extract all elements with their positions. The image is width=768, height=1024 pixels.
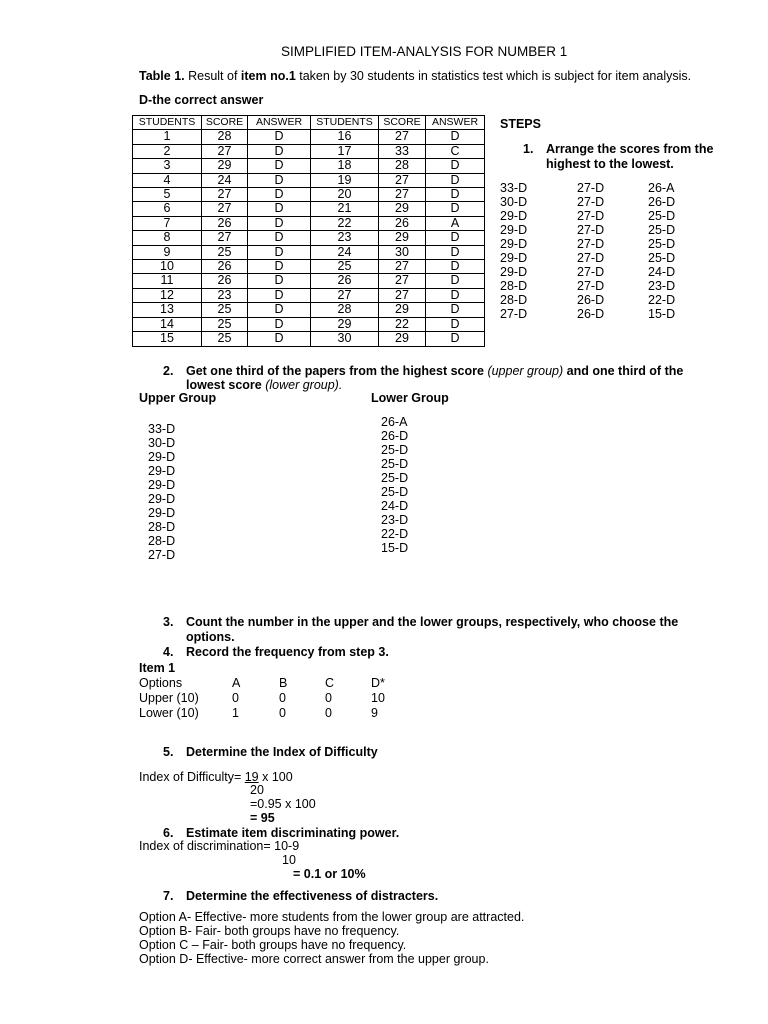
sorted-score: 25-D <box>648 251 676 265</box>
answer-cell: D <box>248 317 311 331</box>
sorted-column-1 <box>500 181 527 321</box>
answer-cell: D <box>248 216 311 230</box>
student-cell: 17 <box>311 144 379 158</box>
sorted-score: 27-D <box>577 209 605 223</box>
lower-group-item: 15-D <box>381 541 409 555</box>
score-cell: 25 <box>202 303 248 317</box>
frequency-header-options: Options <box>139 676 183 690</box>
sorted-column-2 <box>577 181 604 321</box>
frequency-value: 0 <box>325 706 332 720</box>
sorted-score: 25-D <box>648 237 676 251</box>
difficulty-prefix: Index of Difficulty= <box>139 770 245 784</box>
student-cell: 28 <box>311 303 379 317</box>
answer-cell: D <box>426 173 485 187</box>
table-row <box>133 260 485 274</box>
step-3-line-2: options. <box>186 630 235 644</box>
student-cell: 12 <box>133 288 202 302</box>
student-cell: 16 <box>311 130 379 144</box>
student-cell: 19 <box>311 173 379 187</box>
score-cell: 26 <box>379 216 426 230</box>
table-row <box>133 317 485 331</box>
lower-group-item: 25-D <box>381 471 409 485</box>
score-cell: 24 <box>202 173 248 187</box>
sorted-score: 28-D <box>500 279 528 293</box>
sorted-score: 26-A <box>648 181 675 195</box>
sorted-score: 29-D <box>500 223 528 237</box>
score-cell: 29 <box>379 231 426 245</box>
table-row <box>133 173 485 187</box>
student-cell: 29 <box>311 317 379 331</box>
answer-cell: D <box>248 188 311 202</box>
lower-group-item: 23-D <box>381 513 409 527</box>
upper-group-item: 29-D <box>148 492 176 506</box>
lower-group-item: 26-D <box>381 429 409 443</box>
student-cell: 2 <box>133 144 202 158</box>
upper-group-list <box>148 422 175 562</box>
sorted-score: 29-D <box>500 209 528 223</box>
answer-cell: D <box>248 260 311 274</box>
answer-cell: D <box>248 245 311 259</box>
answer-cell: D <box>248 202 311 216</box>
student-cell: 27 <box>311 288 379 302</box>
lower-group-item: 25-D <box>381 457 409 471</box>
upper-group-item: 29-D <box>148 506 176 520</box>
score-cell: 25 <box>202 317 248 331</box>
score-cell: 29 <box>379 332 426 346</box>
score-cell: 30 <box>379 245 426 259</box>
table-row <box>133 188 485 202</box>
table-row <box>133 303 485 317</box>
upper-group-item: 30-D <box>148 436 176 450</box>
score-cell: 29 <box>379 303 426 317</box>
answer-cell: D <box>248 303 311 317</box>
distracter-option-c: Option C – Fair- both groups have no frequency. <box>139 938 407 952</box>
distracter-option-d: Option D- Effective- more correct answer from the upper group. <box>139 952 489 966</box>
sorted-score: 27-D <box>577 251 605 265</box>
score-cell: 26 <box>202 260 248 274</box>
score-cell: 29 <box>379 202 426 216</box>
answer-cell: D <box>426 130 485 144</box>
header-answer-1: ANSWER <box>248 116 311 130</box>
student-cell: 1 <box>133 130 202 144</box>
sorted-column-3 <box>648 181 675 321</box>
difficulty-formula <box>139 770 293 784</box>
answer-cell: D <box>426 274 485 288</box>
frequency-header-option: C <box>325 676 335 690</box>
sorted-score: 25-D <box>648 209 676 223</box>
answer-cell: D <box>426 202 485 216</box>
item-title: Item 1 <box>139 661 176 675</box>
table-row <box>133 216 485 230</box>
step-6-number: 6. <box>163 826 174 840</box>
answer-cell: D <box>248 173 311 187</box>
sorted-score: 26-D <box>577 307 605 321</box>
frequency-value: 9 <box>371 706 378 720</box>
caption-label: Table 1. <box>139 69 185 83</box>
step-2-text-d: lowest score <box>186 378 266 392</box>
student-cell: 7 <box>133 216 202 230</box>
step-3-number: 3. <box>163 615 174 629</box>
sorted-score: 23-D <box>648 279 676 293</box>
table-row <box>133 159 485 173</box>
table-row <box>133 274 485 288</box>
score-cell: 27 <box>202 188 248 202</box>
student-cell: 11 <box>133 274 202 288</box>
header-students-1: STUDENTS <box>133 116 202 130</box>
answer-cell: D <box>248 288 311 302</box>
score-cell: 27 <box>379 130 426 144</box>
step-7-text: Determine the effectiveness of distracters. <box>186 889 439 903</box>
lower-group-label: Lower Group <box>371 391 449 405</box>
score-cell: 25 <box>202 245 248 259</box>
page-title: SIMPLIFIED ITEM-ANALYSIS FOR NUMBER 1 <box>281 44 568 59</box>
table-row <box>133 231 485 245</box>
upper-group-item: 28-D <box>148 520 176 534</box>
step-2-line-1 <box>186 364 683 378</box>
student-cell: 26 <box>311 274 379 288</box>
lower-group-item: 22-D <box>381 527 409 541</box>
student-cell: 18 <box>311 159 379 173</box>
frequency-row-label: Upper (10) <box>139 691 199 705</box>
answer-cell: D <box>248 159 311 173</box>
student-cell: 15 <box>133 332 202 346</box>
sorted-score: 30-D <box>500 195 528 209</box>
score-cell: 27 <box>202 144 248 158</box>
lower-group-item: 25-D <box>381 443 409 457</box>
step-1-line-1: Arrange the scores from the <box>546 142 714 156</box>
answer-cell: D <box>426 188 485 202</box>
step-1-line-2: highest to the lowest. <box>546 157 674 171</box>
frequency-header-option: D* <box>371 676 385 690</box>
score-cell: 22 <box>379 317 426 331</box>
upper-group-item: 29-D <box>148 464 176 478</box>
answer-cell: D <box>248 231 311 245</box>
sorted-score: 27-D <box>577 265 605 279</box>
sorted-score: 15-D <box>648 307 676 321</box>
sorted-score: 27-D <box>577 195 605 209</box>
answer-cell: D <box>426 288 485 302</box>
frequency-value: 0 <box>232 691 239 705</box>
frequency-row-label: Lower (10) <box>139 706 199 720</box>
student-cell: 3 <box>133 159 202 173</box>
answer-cell: D <box>248 144 311 158</box>
caption-text-1: Result of <box>184 69 241 83</box>
answer-cell: D <box>426 159 485 173</box>
score-cell: 27 <box>379 288 426 302</box>
student-cell: 4 <box>133 173 202 187</box>
table-caption <box>139 69 691 83</box>
table-row <box>133 202 485 216</box>
header-score-2: SCORE <box>379 116 426 130</box>
answer-cell: D <box>248 332 311 346</box>
table-row <box>133 144 485 158</box>
score-cell: 23 <box>202 288 248 302</box>
table-row <box>133 245 485 259</box>
difficulty-result: = 95 <box>250 811 275 825</box>
upper-group-item: 29-D <box>148 478 176 492</box>
score-cell: 25 <box>202 332 248 346</box>
table-row <box>133 332 485 346</box>
frequency-header-option: B <box>279 676 288 690</box>
header-score-1: SCORE <box>202 116 248 130</box>
student-cell: 20 <box>311 188 379 202</box>
upper-group-item: 33-D <box>148 422 176 436</box>
table-row <box>133 130 485 144</box>
student-cell: 6 <box>133 202 202 216</box>
sorted-score: 33-D <box>500 181 528 195</box>
lower-group-item: 25-D <box>381 485 409 499</box>
answer-cell: D <box>426 231 485 245</box>
step-5-text: Determine the Index of Difficulty <box>186 745 378 759</box>
upper-group-item: 28-D <box>148 534 176 548</box>
step-2-upper-group: (upper group) <box>487 364 564 378</box>
sorted-score: 27-D <box>577 223 605 237</box>
step-1-number: 1. <box>523 142 534 156</box>
answer-cell: D <box>426 317 485 331</box>
student-cell: 8 <box>133 231 202 245</box>
score-cell: 33 <box>379 144 426 158</box>
score-cell: 27 <box>379 260 426 274</box>
frequency-value: 0 <box>325 691 332 705</box>
sorted-score: 26-D <box>577 293 605 307</box>
sorted-score: 24-D <box>648 265 676 279</box>
discrimination-formula: Index of discrimination= 10-9 <box>139 839 300 853</box>
student-cell: 22 <box>311 216 379 230</box>
answer-cell: A <box>426 216 485 230</box>
step-6-text: Estimate item discriminating power. <box>186 826 400 840</box>
caption-text-2: taken by 30 students in statistics test which is subject for item analysis. <box>295 69 692 83</box>
header-students-2: STUDENTS <box>311 116 379 130</box>
frequency-value: 1 <box>232 706 239 720</box>
step-2-lower-group: (lower group). <box>265 378 343 392</box>
difficulty-suffix: x 100 <box>258 770 293 784</box>
difficulty-denominator: 20 <box>250 783 264 797</box>
student-cell: 24 <box>311 245 379 259</box>
student-cell: 14 <box>133 317 202 331</box>
lower-group-list <box>381 415 408 555</box>
sorted-score: 28-D <box>500 293 528 307</box>
answer-cell: D <box>248 130 311 144</box>
sorted-score: 27-D <box>577 181 605 195</box>
answer-cell: D <box>426 332 485 346</box>
student-cell: 9 <box>133 245 202 259</box>
answer-cell: D <box>426 245 485 259</box>
score-cell: 27 <box>379 188 426 202</box>
score-cell: 26 <box>202 274 248 288</box>
caption-bold: item no.1 <box>240 69 296 83</box>
score-cell: 26 <box>202 216 248 230</box>
student-cell: 30 <box>311 332 379 346</box>
upper-group-item: 29-D <box>148 450 176 464</box>
student-cell: 21 <box>311 202 379 216</box>
student-cell: 10 <box>133 260 202 274</box>
discrimination-result: = 0.1 or 10% <box>293 867 366 881</box>
sorted-score: 22-D <box>648 293 676 307</box>
header-answer-2: ANSWER <box>426 116 485 130</box>
score-cell: 28 <box>379 159 426 173</box>
sorted-score: 27-D <box>500 307 528 321</box>
answer-cell: D <box>426 260 485 274</box>
step-2-line-2 <box>186 378 342 392</box>
lower-group-item: 26-A <box>381 415 408 429</box>
frequency-value: 0 <box>279 691 286 705</box>
difficulty-numerator: 19 <box>244 770 259 784</box>
step-2-text-a: Get one third of the papers from the highest score <box>186 364 488 378</box>
sorted-score: 29-D <box>500 265 528 279</box>
upper-group-label: Upper Group <box>139 391 217 405</box>
correct-answer-note: D-the correct answer <box>139 93 264 107</box>
step-3-line-1: Count the number in the upper and the lower groups, respectively, who choose the <box>186 615 679 629</box>
distracter-option-b: Option B- Fair- both groups have no frequency. <box>139 924 400 938</box>
frequency-value: 0 <box>279 706 286 720</box>
steps-heading: STEPS <box>500 117 541 131</box>
sorted-score: 27-D <box>577 237 605 251</box>
score-cell: 27 <box>379 274 426 288</box>
table-row <box>133 288 485 302</box>
frequency-header-option: A <box>232 676 241 690</box>
sorted-score: 29-D <box>500 237 528 251</box>
lower-group-item: 24-D <box>381 499 409 513</box>
step-7-number: 7. <box>163 889 174 903</box>
answer-cell: D <box>248 274 311 288</box>
student-cell: 23 <box>311 231 379 245</box>
score-cell: 27 <box>202 231 248 245</box>
difficulty-step-3: =0.95 x 100 <box>250 797 316 811</box>
table-header-row <box>133 116 485 130</box>
score-cell: 28 <box>202 130 248 144</box>
upper-group-item: 27-D <box>148 548 176 562</box>
step-4-number: 4. <box>163 645 174 659</box>
sorted-score: 27-D <box>577 279 605 293</box>
discrimination-denominator: 10 <box>282 853 296 867</box>
distracter-option-a: Option A- Effective- more students from the lower group are attracted. <box>139 910 525 924</box>
student-cell: 13 <box>133 303 202 317</box>
score-cell: 29 <box>202 159 248 173</box>
frequency-value: 10 <box>371 691 385 705</box>
answer-cell: D <box>426 303 485 317</box>
step-4-text: Record the frequency from step 3. <box>186 645 389 659</box>
score-cell: 27 <box>202 202 248 216</box>
answer-cell: C <box>426 144 485 158</box>
step-2-text-c: and one third of the <box>563 364 684 378</box>
step-5-number: 5. <box>163 745 174 759</box>
scores-table <box>132 115 485 347</box>
score-cell: 27 <box>379 173 426 187</box>
sorted-score: 26-D <box>648 195 676 209</box>
student-cell: 25 <box>311 260 379 274</box>
sorted-score: 25-D <box>648 223 676 237</box>
sorted-score: 29-D <box>500 251 528 265</box>
step-2-number: 2. <box>163 364 174 378</box>
student-cell: 5 <box>133 188 202 202</box>
